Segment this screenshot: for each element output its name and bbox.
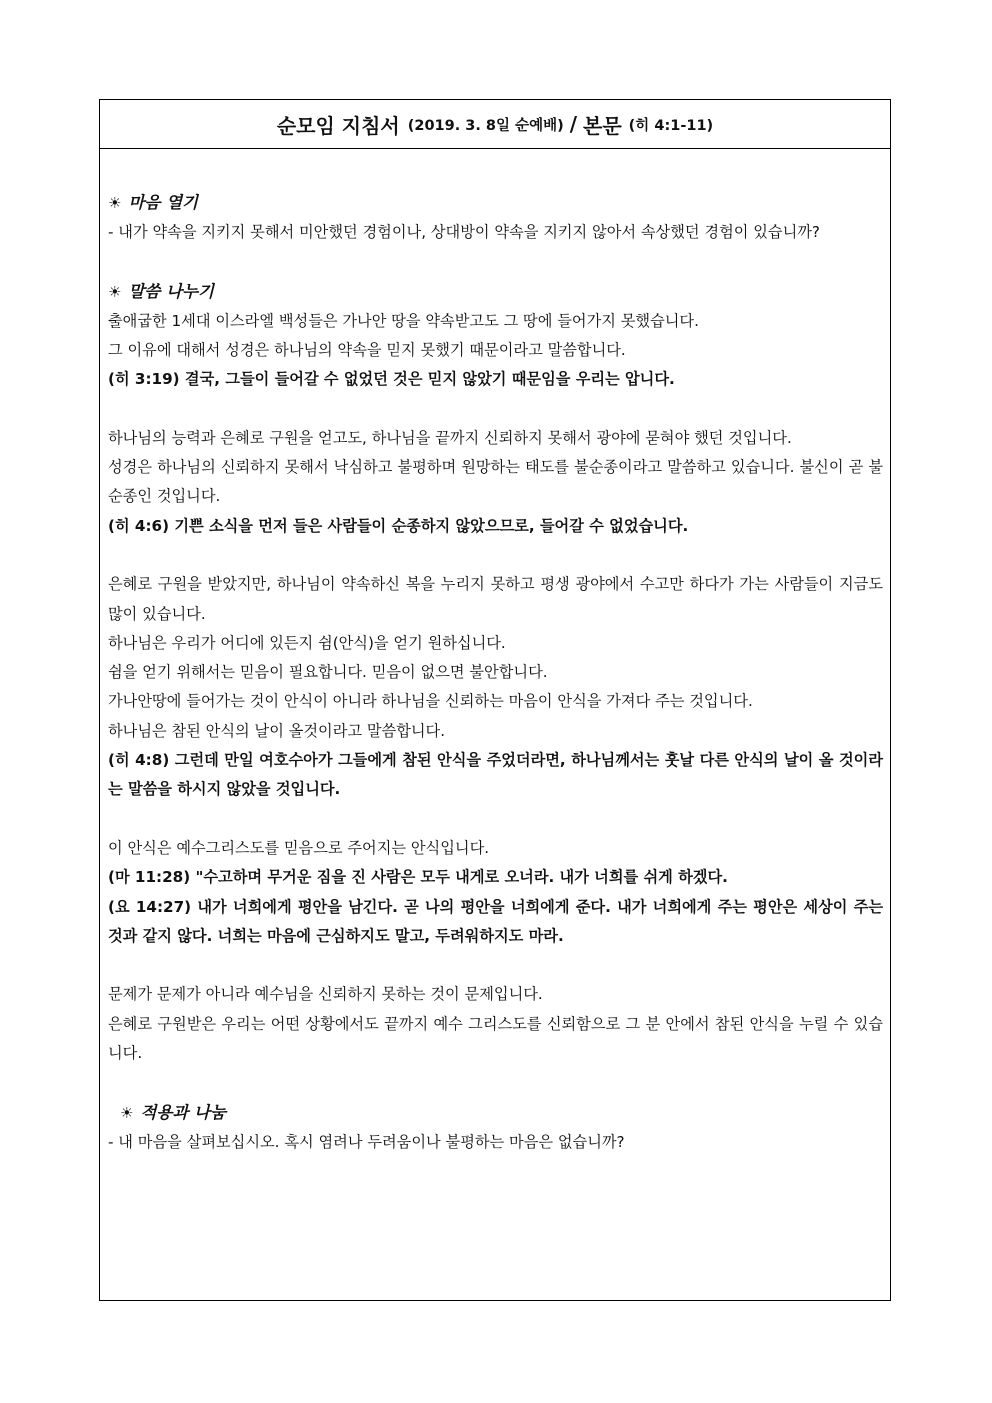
paragraph: 은혜로 구원받은 우리는 어떤 상황에서도 끝까지 예수 그리스도를 신뢰함으로 그 분 안에서 참된 안식을 누릴 수 있습니다. [108, 1014, 883, 1063]
paragraph: 그 이유에 대해서 성경은 하나님의 약속을 믿지 못했기 때문이라고 말씀합니다. [108, 340, 626, 359]
scripture-verse: (히 4:8) 그런데 만일 여호수아가 그들에게 참된 안식을 주었더라면, 하나님께서는 훗날 다른 안식의 날이 올 것이라는 말씀을 하시지 않았을 것입니다. [108, 751, 883, 799]
document-body [108, 148, 883, 1157]
section-title: 적용과 나눔 [140, 1102, 226, 1122]
sun-icon: ☀ [120, 1103, 134, 1122]
section-title: 마음 열기 [128, 193, 198, 212]
paragraph: 하나님의 능력과 은혜로 구원을 얻고도, 하나님을 끝까지 신뢰하지 못해서 광야에 묻혀야 했던 것입니다. [108, 428, 792, 447]
section-title: 말씀 나누기 [128, 281, 214, 301]
paragraph: 가나안땅에 들어가는 것이 안식이 아니라 하나님을 신뢰하는 마음이 안식을 가져다 주는 것입니다. [108, 692, 753, 711]
sun-icon: ☀ [108, 194, 122, 212]
passage-reference: (히 4:1-11) [628, 117, 714, 134]
application-question: - 내 마음을 살펴보십시오. 혹시 염려나 두려움이나 불평하는 마음은 없습니까? [108, 1132, 625, 1151]
paragraph: 하나님은 참된 안식의 날이 올것이라고 말씀합니다. [108, 721, 446, 740]
paragraph: 문제가 문제가 아니라 예수님을 신뢰하지 못하는 것이 문제입니다. [108, 985, 543, 1004]
paragraph: 성경은 하나님의 신뢰하지 못해서 낙심하고 불평하며 원망하는 태도를 불순종이라고 말씀하고 있습니다. 불신이 곧 불순종인 것입니다. [108, 458, 883, 506]
sun-icon: ☀ [108, 282, 122, 301]
paragraph: 하나님은 우리가 어디에 있든지 쉼(안식)을 얻기 원하십니다. [108, 633, 506, 652]
document-frame [99, 99, 891, 1301]
title-separator: / [569, 112, 578, 136]
scripture-verse: (요 14:27) 내가 너희에게 평안을 남긴다. 곧 나의 평안을 너희에게 준다. 내가 너희에게 주는 평안은 세상이 주는 것과 같지 않다. 너희는 마음에 근심하지도 말고, 두려워하지도 마라. [108, 897, 883, 945]
section-heading-application [108, 1098, 883, 1128]
scripture-verse: (마 11:28) "수고하며 무거운 짐을 진 사람은 모두 내게로 오너라. 내가 너희를 쉬게 하겠다. [108, 868, 728, 887]
paragraph: 출애굽한 1세대 이스라엘 백성들은 가나안 땅을 약속받고도 그 땅에 들어가지 못했습니다. [108, 311, 699, 330]
section-heading-opening [108, 188, 883, 218]
opening-question: - 내가 약속을 지키지 못해서 미안했던 경험이나, 상대방이 약속을 지키지 않아서 속상했던 경험이 있습니까? [108, 223, 820, 241]
paragraph: 이 안식은 예수그리스도를 믿음으로 주어지는 안식입니다. [108, 838, 490, 857]
service-date: (2019. 3. 8일 순예배) [407, 117, 564, 134]
passage-label: 본문 [583, 113, 622, 138]
paragraph: 쉼을 얻기 위해서는 믿음이 필요합니다. 믿음이 없으면 불안합니다. [108, 663, 548, 682]
section-heading-sharing [108, 277, 883, 307]
scripture-verse: (히 3:19) 결국, 그들이 들어갈 수 없었던 것은 믿지 않았기 때문임을 우리는 압니다. [108, 370, 675, 389]
paragraph: 은혜로 구원을 받았지만, 하나님이 약속하신 복을 누리지 못하고 평생 광야에서 수고만 하다가 가는 사람들이 지금도 많이 있습니다. [108, 575, 883, 623]
scripture-verse: (히 4:6) 기쁜 소식을 먼저 들은 사람들이 순종하지 않았으므로, 들어갈 수 없었습니다. [108, 516, 689, 535]
document-header [100, 100, 890, 149]
page-title: 순모임 지침서 [276, 113, 400, 138]
